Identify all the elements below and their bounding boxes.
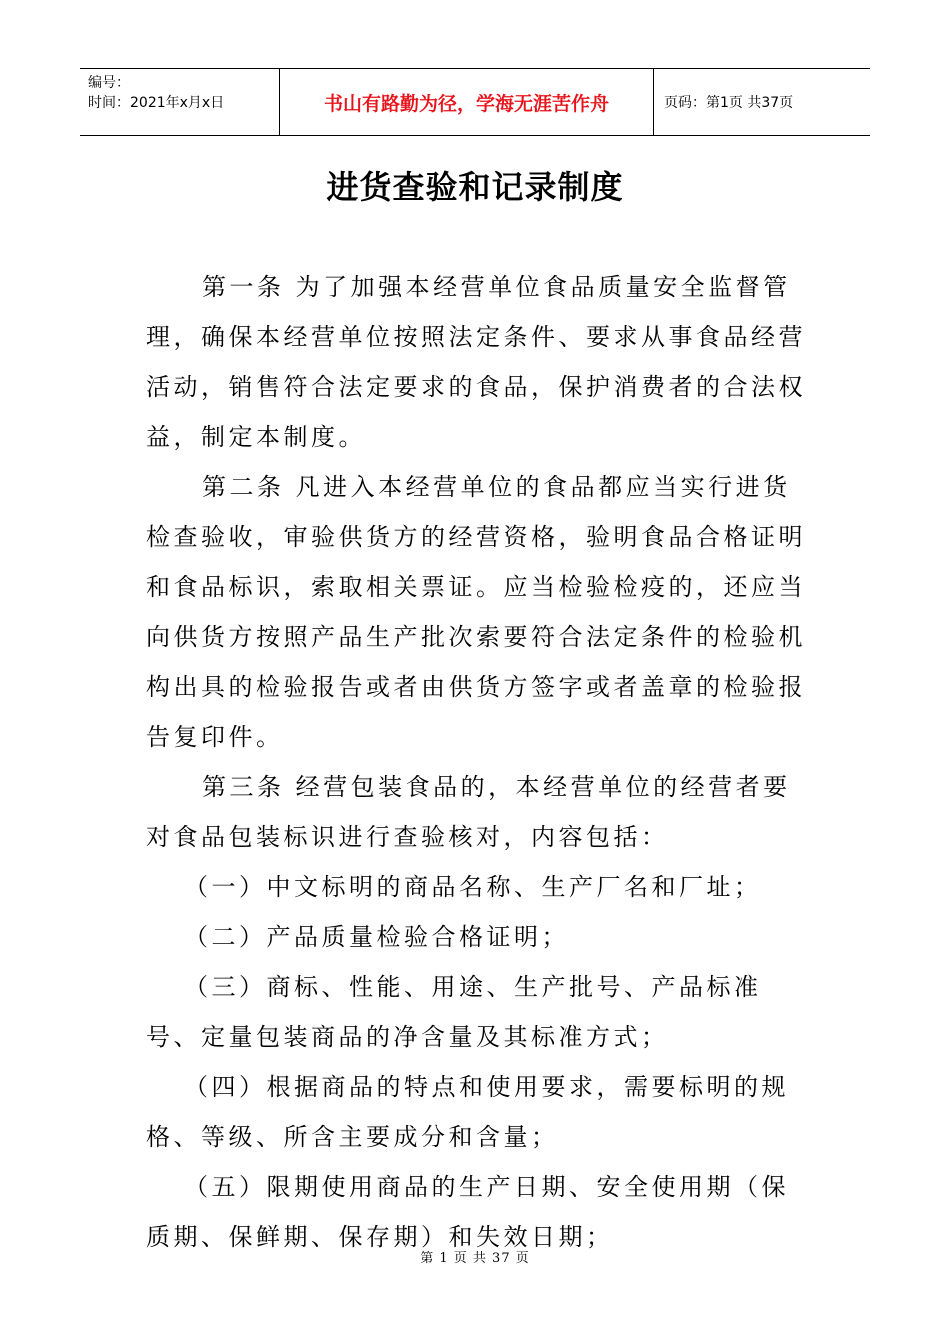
article-1: 第一条 为了加强本经营单位食品质量安全监督管理，确保本经营单位按照法定条件、要求从事食品经营活动，销售符合法定要求的食品，保护消费者的合法权益，制定本制度。 [146, 273, 806, 451]
document-body [146, 262, 811, 1262]
item-1: （一）中文标明的商品名称、生产厂名和厂址； [184, 873, 762, 901]
header-motto: 书山有路勤为径，学海无涯苦作舟 [280, 69, 654, 135]
time-label: 时间：2021年x月x日 [88, 95, 225, 111]
page-header [80, 68, 870, 136]
page-footer: 第 1 页 共 37 页 [420, 1251, 530, 1266]
document-title: 进货查验和记录制度 [326, 168, 624, 206]
item-5: （五）限期使用商品的生产日期、安全使用期（保质期、保鲜期、保存期）和失效日期； [146, 1173, 789, 1251]
item-3: （三）商标、性能、用途、生产批号、产品标准号、定量包装商品的净含量及其标准方式； [146, 973, 762, 1051]
header-page-info: 页码：第1页 共37页 [664, 95, 794, 111]
article-2: 第二条 凡进入本经营单位的食品都应当实行进货检查验收，审验供货方的经营资格，验明食品合格证明和食品标识，索取相关票证。应当检验检疫的，还应当向供货方按照产品生产批次索要符合法定条件的检验机构出具的检验报告或者由供货方签字或者盖章的检验报告复印件。 [146, 473, 806, 751]
article-3: 第三条 经营包装食品的，本经营单位的经营者要对食品包装标识进行查验核对，内容包括： [146, 773, 791, 851]
item-4: （四）根据商品的特点和使用要求，需要标明的规格、等级、所含主要成分和含量； [146, 1073, 789, 1151]
item-2: （二）产品质量检验合格证明； [184, 923, 569, 951]
number-label: 编号： [88, 75, 130, 91]
header-meta [80, 69, 280, 135]
